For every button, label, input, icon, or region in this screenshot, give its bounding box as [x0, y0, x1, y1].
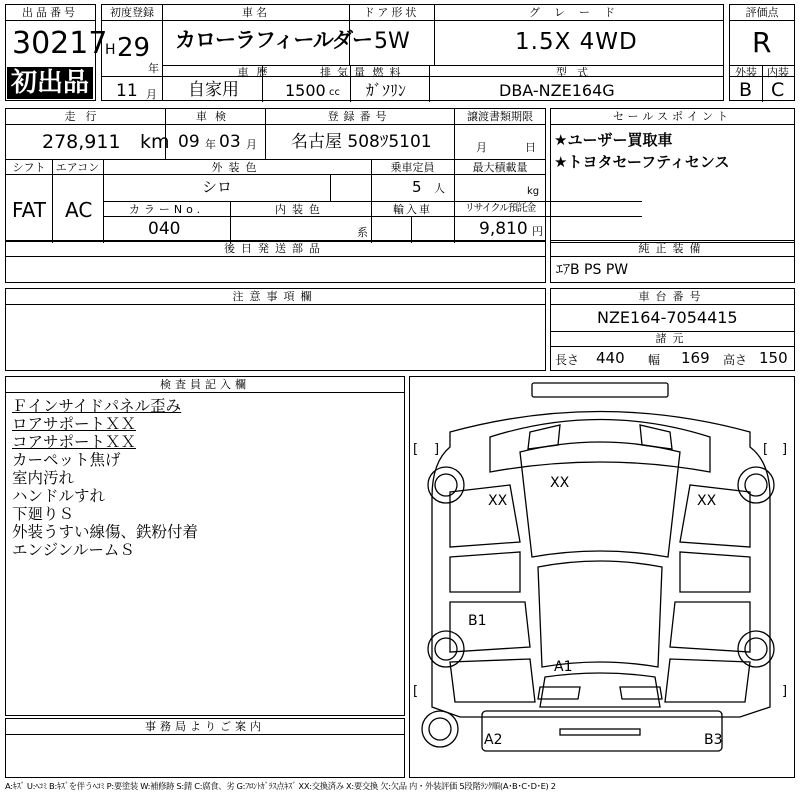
import-label: 輸入車 [393, 203, 432, 216]
fuel-label: 燃料 [372, 66, 407, 79]
damage-mark: A1 [554, 659, 573, 675]
sales-point-item: ★ユーザー買取車 [554, 131, 673, 149]
office-label: 事務局よりご案内 [145, 720, 265, 733]
interior-label: 内装 [767, 66, 789, 79]
lot-number: 30217 [12, 26, 108, 61]
recycle-unit: 円 [532, 225, 543, 238]
displacement-unit: cc [329, 87, 340, 98]
interior-color-unit: 系 [357, 226, 368, 239]
transfer-day-unit: 日 [525, 141, 536, 154]
door-type: 5W [374, 29, 410, 54]
inspector-line: 室内汚れ [12, 469, 75, 487]
parts-label: 後日発送部品 [224, 242, 326, 255]
score-box [729, 4, 795, 101]
inspector-line: 下廻りＳ [12, 505, 75, 523]
damage-mark: XX [697, 493, 717, 509]
chassis-box [550, 288, 795, 371]
front-bumper [532, 383, 668, 397]
color-no: 040 [148, 219, 181, 239]
notes-label: 注意事項欄 [232, 290, 318, 303]
inspector-line: Ｆインサイドパネル歪み [12, 397, 182, 415]
damage-mark: XX [550, 475, 570, 491]
wheel-front-right [738, 467, 774, 503]
inspection-year: 09 [178, 132, 200, 152]
car-name-label: 車名 [242, 6, 270, 19]
hood [490, 420, 710, 473]
ac-label: エアコン [55, 161, 100, 174]
first-reg-label: 初度登録 [110, 6, 154, 19]
inspector-line: カーペット焦げ [12, 451, 121, 469]
damage-mark: XX [488, 493, 508, 509]
bracket-mark: ] [434, 442, 440, 457]
month-unit: 月 [146, 88, 157, 101]
inspector-line: ロアサポートＸＸ [12, 415, 137, 433]
transfer-label: 譲渡書類期限 [467, 110, 533, 123]
year-unit: 年 [148, 62, 159, 75]
bracket-mark: ] [782, 442, 788, 457]
rear-window [540, 673, 660, 707]
color-label: 外装色 [211, 161, 263, 174]
era: H [105, 42, 116, 58]
mileage: 278,911 [42, 131, 121, 153]
shift: FAT [12, 198, 47, 222]
inspection-year-unit: 年 [205, 138, 216, 151]
damage-mark: B1 [468, 613, 487, 629]
roof [520, 442, 680, 557]
mileage-label: 走行 [64, 110, 107, 123]
first-reg-box [101, 4, 163, 101]
dims-label: 諸元 [655, 332, 690, 345]
displacement-label: 排気量 [320, 66, 371, 79]
wheel-rear-left [428, 631, 464, 667]
wheel-rear-right [738, 631, 774, 667]
exterior-label: 外装 [735, 66, 757, 79]
car-name: カローラフィールダー [175, 28, 373, 52]
sales-points-box [550, 108, 795, 243]
bracket-mark: [ [413, 442, 419, 457]
inspector-box [5, 376, 405, 716]
history-label: 車歴 [237, 66, 276, 79]
inspection-month: 03 [219, 132, 241, 152]
plate-label: 登録番号 [327, 110, 392, 123]
lot-box [5, 4, 108, 101]
main-header [162, 4, 724, 101]
model-label: 型式 [556, 66, 598, 79]
chassis-number: NZE164-7054415 [597, 308, 738, 327]
history: 自家用 [188, 80, 239, 100]
spare-wheel [422, 711, 458, 747]
color-no-label: カラーNo. [128, 203, 205, 216]
load-label: 最大積載量 [472, 161, 528, 174]
damage-mark: A2 [484, 732, 503, 748]
model: DBA-NZE164G [499, 81, 615, 100]
bracket-mark: ] [782, 684, 788, 699]
load-unit: kg [527, 186, 540, 197]
parts-box [5, 240, 546, 283]
bracket-mark: [ [763, 442, 769, 457]
inspector-line: コアサポートＸＸ [12, 433, 137, 451]
office-box [5, 718, 405, 778]
grade-label: グレード [529, 6, 629, 19]
inspection-label: 車検 [196, 110, 234, 123]
inspector-notes [12, 397, 198, 559]
lot-label: 出品番号 [22, 6, 78, 19]
front-body-outline [432, 412, 770, 718]
bracket-mark: [ [413, 684, 419, 699]
height-label: 高さ [723, 353, 748, 367]
grade: 1.5X 4WD [515, 29, 638, 55]
displacement: 1500 [285, 81, 326, 100]
sales-points-label: セールスポイント [612, 110, 732, 123]
mileage-unit: km [140, 131, 170, 153]
equipment-value: ｴｱB PS PW [556, 262, 629, 278]
door-label: ドア形状 [363, 6, 420, 19]
score-label: 評価点 [745, 6, 779, 19]
recycle-label: リサイクル預託金 [464, 203, 536, 214]
length-label: 長さ [555, 353, 580, 367]
transfer-month-unit: 月 [476, 141, 487, 154]
recycle-fee: 9,810 [479, 219, 528, 239]
damage-mark: B3 [704, 732, 723, 748]
info-box [5, 108, 546, 242]
capacity-label: 乗車定員 [390, 161, 435, 174]
reg-year: 29 [117, 33, 151, 63]
first-listing-badge: 初出品 [7, 67, 93, 99]
equipment-label: 純正装備 [638, 242, 707, 255]
ac: AC [65, 198, 93, 222]
car-diagram-box [409, 376, 795, 778]
score: R [752, 26, 772, 59]
car-diagram [410, 377, 793, 776]
legend: A:ｷｽﾞ U:ﾍｺﾐ B:ｷｽﾞを伴うﾍｺﾐ P:要塗装 W:補修跡 S:錆 C:腐食、劣 G:ﾌﾛﾝﾄｶﾞﾗｽ点ｷｽﾞ XX:交換済み X:要交換 欠:欠品 内・外装評価 5段階ﾗﾝｸ順(A･B･C･D･E) 2 [5, 781, 556, 791]
width-label: 幅 [648, 353, 661, 367]
shift-label: シフト [12, 161, 46, 174]
interior-grade: C [771, 79, 785, 101]
notes-box [5, 288, 546, 371]
inspector-line: ハンドルすれ [12, 487, 106, 505]
inspector-line: エンジンルームＳ [12, 541, 135, 559]
equipment-box [550, 240, 795, 283]
width: 169 [681, 349, 710, 367]
capacity: 5 [412, 178, 422, 196]
reg-month: 11 [116, 81, 138, 101]
plate-number: 名古屋 508ﾂ5101 [291, 132, 432, 152]
wheel-front-left [428, 467, 464, 503]
exterior-grade: B [739, 79, 753, 101]
inspector-line: 外装うすい線傷、鉄粉付着 [12, 523, 199, 541]
left-side-panel [450, 485, 520, 547]
capacity-unit: 人 [434, 182, 445, 195]
length: 440 [596, 349, 625, 367]
height: 150 [759, 349, 788, 367]
interior-color-label: 内装色 [275, 203, 326, 216]
inspection-month-unit: 月 [246, 138, 257, 151]
sales-point-item: ★トヨタセーフティセンス [554, 153, 730, 171]
body-color: シロ [202, 178, 233, 196]
inspector-label: 検査員記入欄 [160, 378, 250, 391]
fuel: ｶﾞｿﾘﾝ [366, 81, 407, 100]
chassis-label: 車台番号 [638, 290, 707, 303]
